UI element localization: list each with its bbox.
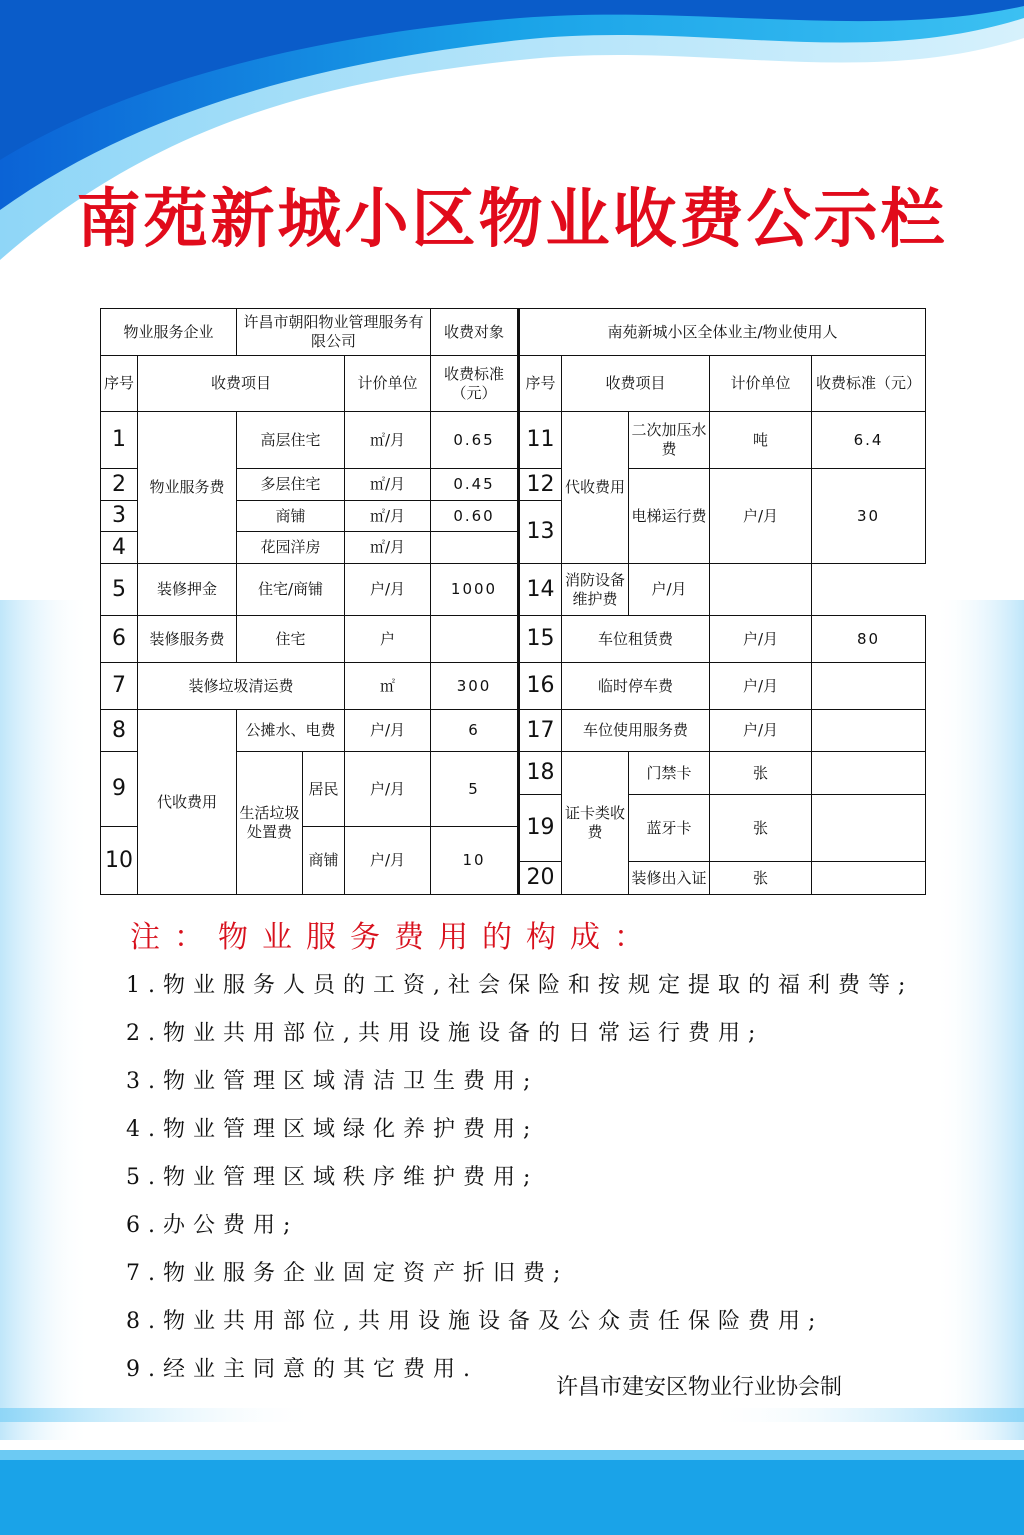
unit-cell: 户/月 — [629, 564, 710, 616]
seq-cell: 16 — [519, 663, 562, 710]
unit-cell: 户/月 — [710, 663, 812, 710]
table-row — [101, 356, 926, 412]
std-cell: 0.65 — [431, 412, 519, 469]
fee-table — [100, 308, 926, 895]
item-cell: 临时停车费 — [562, 663, 710, 710]
seq-cell: 4 — [101, 532, 138, 564]
company-name: 许昌市朝阳物业管理服务有限公司 — [237, 309, 431, 356]
std-cell: 300 — [431, 663, 519, 710]
garbage-fee-cell: 生活垃圾处置费 — [237, 752, 303, 895]
std-cell: 1000 — [431, 564, 519, 616]
company-label: 物业服务企业 — [101, 309, 237, 356]
sub-item-cell: 住宅/商铺 — [237, 564, 345, 616]
header-item-right: 收费项目 — [562, 356, 710, 412]
unit-cell: 户/月 — [345, 710, 431, 752]
notes-heading: 注：物业服务费用的构成： — [130, 920, 658, 955]
std-cell — [812, 795, 926, 862]
bottom-bar-left — [0, 1408, 320, 1422]
property-fee-cell: 物业服务费 — [138, 412, 237, 564]
agency-fee-cell: 代收费用 — [138, 710, 237, 895]
list-item: 7.物业服务企业固定资产折旧费; — [126, 1261, 569, 1286]
seq-cell: 2 — [101, 469, 138, 501]
sub-item-cell: 消防设备维护费 — [562, 564, 629, 616]
header-std: 收费标准（元） — [431, 356, 519, 412]
sub-item-cell: 花园洋房 — [237, 532, 345, 564]
seq-cell: 10 — [101, 827, 138, 895]
seq-cell: 18 — [519, 752, 562, 795]
page-title: 南苑新城小区物业收费公示栏 — [76, 183, 948, 257]
table-row — [101, 309, 926, 356]
seq-cell: 1 — [101, 412, 138, 469]
unit-cell: 张 — [710, 795, 812, 862]
left-side-glow — [0, 600, 90, 1440]
std-cell: 10 — [431, 827, 519, 895]
sub-item-cell: 多层住宅 — [237, 469, 345, 501]
seq-cell: 13 — [519, 501, 562, 564]
std-cell — [812, 862, 926, 895]
unit-cell: 户/月 — [345, 752, 431, 827]
list-item: 9.经业主同意的其它费用. — [126, 1357, 478, 1382]
table-row — [101, 616, 926, 663]
bottom-band — [0, 1450, 1024, 1535]
header-unit-right: 计价单位 — [710, 356, 812, 412]
unit-cell: ㎡/月 — [345, 532, 431, 564]
std-cell — [812, 663, 926, 710]
std-cell — [812, 710, 926, 752]
item-cell: 装修垃圾清运费 — [138, 663, 345, 710]
header-unit: 计价单位 — [345, 356, 431, 412]
seq-cell: 8 — [101, 710, 138, 752]
item-cell: 车位使用服务费 — [562, 710, 710, 752]
seq-cell: 6 — [101, 616, 138, 663]
std-cell — [710, 564, 812, 616]
target-label: 收费对象 — [431, 309, 519, 356]
header-item: 收费项目 — [138, 356, 345, 412]
notes-list — [126, 962, 946, 1394]
list-item: 8.物业共用部位,共用设施设备及公众责任保险费用; — [126, 1309, 824, 1334]
table-row — [101, 564, 926, 616]
unit-cell: ㎡/月 — [345, 469, 431, 501]
sub-item-cell: 蓝牙卡 — [629, 795, 710, 862]
unit-cell: 户/月 — [345, 827, 431, 895]
unit-cell: 户/月 — [710, 616, 812, 663]
seq-cell: 15 — [519, 616, 562, 663]
seq-cell: 17 — [519, 710, 562, 752]
list-item: 5.物业管理区域秩序维护费用; — [126, 1165, 539, 1190]
sub-item-cell: 商铺 — [237, 501, 345, 532]
sub-item-cell: 二次加压水费 — [629, 412, 710, 469]
seq-cell: 20 — [519, 862, 562, 895]
std-cell: 5 — [431, 752, 519, 827]
list-item: 3.物业管理区域清洁卫生费用; — [126, 1069, 539, 1094]
table-row — [101, 412, 926, 469]
table-row — [101, 663, 926, 710]
sub-item-cell: 高层住宅 — [237, 412, 345, 469]
agency-fee-cell-right: 代收费用 — [562, 412, 629, 564]
std-cell: 0.60 — [431, 501, 519, 532]
item-cell: 装修押金 — [138, 564, 237, 616]
unit-cell: 张 — [710, 752, 812, 795]
unit-cell: 户/月 — [710, 469, 812, 564]
unit-cell: 户/月 — [345, 564, 431, 616]
unit-cell: 张 — [710, 862, 812, 895]
list-item: 2.物业共用部位,共用设施设备的日常运行费用; — [126, 1021, 764, 1046]
seq-cell: 5 — [101, 564, 138, 616]
std-cell — [431, 616, 519, 663]
unit-cell: 户 — [345, 616, 431, 663]
list-item: 6.办公费用; — [126, 1213, 299, 1238]
footer-issuer: 许昌市建安区物业行业协会制 — [556, 1375, 843, 1400]
sub-item-cell: 装修出入证 — [629, 862, 710, 895]
right-side-glow — [934, 600, 1024, 1440]
table-row — [101, 710, 926, 752]
unit-cell: 吨 — [710, 412, 812, 469]
sub-item-cell: 公摊水、电费 — [237, 710, 345, 752]
list-item: 1.物业服务人员的工资,社会保险和按规定提取的福利费等; — [126, 973, 914, 998]
std-cell: 6 — [431, 710, 519, 752]
sub-item-cell: 住宅 — [237, 616, 345, 663]
seq-cell: 14 — [519, 564, 562, 616]
unit-cell: ㎡/月 — [345, 501, 431, 532]
unit-cell: ㎡ — [345, 663, 431, 710]
header-seq: 序号 — [101, 356, 138, 412]
item-cell: 车位租赁费 — [562, 616, 710, 663]
std-cell: 30 — [812, 469, 926, 564]
card-fee-cell: 证卡类收费 — [562, 752, 629, 895]
seq-cell: 9 — [101, 752, 138, 827]
seq-cell: 19 — [519, 795, 562, 862]
bottom-band-highlight — [0, 1450, 1024, 1460]
header-seq-right: 序号 — [519, 356, 562, 412]
unit-cell: ㎡/月 — [345, 412, 431, 469]
sub-item-cell: 居民 — [303, 752, 345, 827]
list-item: 4.物业管理区域绿化养护费用; — [126, 1117, 539, 1142]
seq-cell: 12 — [519, 469, 562, 501]
bottom-bar-right — [704, 1408, 1024, 1422]
sub-item-cell: 商铺 — [303, 827, 345, 895]
std-cell: 6.4 — [812, 412, 926, 469]
sub-item-cell: 门禁卡 — [629, 752, 710, 795]
std-cell: 80 — [812, 616, 926, 663]
std-cell — [431, 532, 519, 564]
target-value: 南苑新城小区全体业主/物业使用人 — [519, 309, 926, 356]
seq-cell: 3 — [101, 501, 138, 532]
unit-cell: 户/月 — [710, 710, 812, 752]
seq-cell: 7 — [101, 663, 138, 710]
std-cell — [812, 752, 926, 795]
seq-cell: 11 — [519, 412, 562, 469]
std-cell: 0.45 — [431, 469, 519, 501]
item-cell: 装修服务费 — [138, 616, 237, 663]
sub-item-cell: 电梯运行费 — [629, 469, 710, 564]
header-std-right: 收费标准（元） — [812, 356, 926, 412]
